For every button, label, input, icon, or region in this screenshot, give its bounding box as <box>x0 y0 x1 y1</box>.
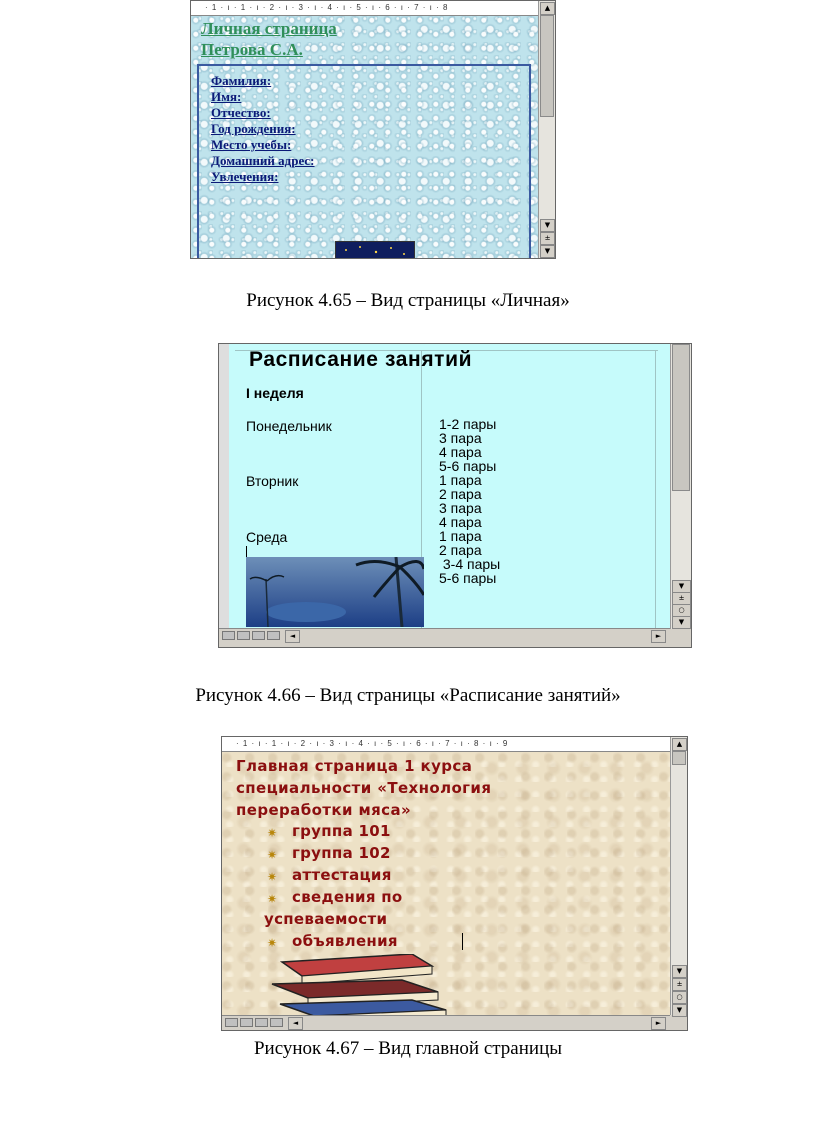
vertical-scrollbar[interactable] <box>670 737 687 1015</box>
scroll-down-button[interactable]: ▼ <box>672 580 691 593</box>
palm-sky-photo <box>246 557 424 627</box>
bullet-star-icon: ✷ <box>267 936 278 950</box>
horizontal-scrollbar[interactable] <box>222 1015 670 1030</box>
screenshot-schedule-page <box>218 343 692 648</box>
lesson-item: 1-2 пары <box>439 416 497 432</box>
status-bar <box>219 643 691 647</box>
scroll-down-button[interactable]: ▼ <box>672 965 687 978</box>
link-attestation[interactable]: аттестация <box>292 866 392 884</box>
heading-line1: Главная страница 1 курса <box>236 757 473 775</box>
lesson-item: 3 пара <box>439 430 482 446</box>
field-name[interactable]: Имя: <box>211 89 242 104</box>
select-browse-object-button[interactable]: ○ <box>672 991 687 1004</box>
field-study-place[interactable]: Место учебы: <box>211 137 292 152</box>
lesson-item: 5-6 пары <box>439 458 497 474</box>
scroll-left-button[interactable]: ◄ <box>288 1017 303 1030</box>
lesson-item: 2 пара <box>439 486 482 502</box>
next-page-button[interactable]: ▼ <box>672 1004 687 1017</box>
lesson-item: 4 пара <box>439 514 482 530</box>
bullet-star-icon: ✷ <box>267 870 278 884</box>
day-wednesday: Среда <box>246 529 288 545</box>
day-tuesday: Вторник <box>246 473 299 489</box>
web-view-button[interactable] <box>237 631 250 640</box>
ruler: · 1 · ı · 1 · ı · 2 · ı · 3 · ı · 4 · ı · 5 · ı · 6 · ı · 7 · ı · 8 <box>191 1 555 16</box>
scroll-thumb[interactable] <box>540 15 554 117</box>
field-birth-year[interactable]: Год рождения: <box>211 121 296 136</box>
heading-line3: переработки мяса» <box>236 801 412 819</box>
bullet-star-icon: ✷ <box>267 892 278 906</box>
scroll-right-button[interactable]: ► <box>651 1017 666 1030</box>
screenshot-personal-page <box>190 0 556 259</box>
field-home-address[interactable]: Домашний адрес: <box>211 153 315 168</box>
scroll-left-button[interactable]: ◄ <box>285 630 300 643</box>
next-page-button[interactable]: ▼ <box>540 245 555 258</box>
prev-page-button[interactable]: ± <box>672 592 691 605</box>
web-view-button[interactable] <box>240 1018 253 1027</box>
bullet-star-icon: ✷ <box>267 826 278 840</box>
scroll-up-button[interactable]: ▲ <box>540 2 555 15</box>
link-group-102[interactable]: группа 102 <box>292 844 391 862</box>
night-sky-clipart <box>335 241 415 259</box>
vertical-scrollbar[interactable] <box>538 1 555 258</box>
normal-view-button[interactable] <box>222 631 235 640</box>
scroll-right-button[interactable]: ► <box>651 630 666 643</box>
print-view-button[interactable] <box>252 631 265 640</box>
print-view-button[interactable] <box>255 1018 268 1027</box>
main-page-document <box>222 752 670 1015</box>
scroll-thumb[interactable] <box>672 344 690 491</box>
normal-view-button[interactable] <box>225 1018 238 1027</box>
lesson-item: 1 пара <box>439 528 482 544</box>
figure-caption-3: Рисунок 4.67 – Вид главной страницы <box>253 1038 563 1059</box>
lesson-item: 1 пара <box>439 472 482 488</box>
ruler: · 1 · ı · 1 · ı · 2 · ı · 3 · ı · 4 · ı · 5 · ı · 6 · ı · 7 · ı · 8 · ı · 9 <box>222 737 687 752</box>
screenshot-main-page <box>221 736 688 1031</box>
scroll-up-button[interactable]: ▲ <box>672 738 687 751</box>
schedule-title: Расписание занятий <box>249 348 473 371</box>
link-announcements[interactable]: объявления <box>292 932 398 950</box>
field-surname[interactable]: Фамилия: <box>211 73 272 88</box>
horizontal-scrollbar[interactable] <box>219 628 670 643</box>
personal-page-document <box>191 16 538 258</box>
page-title-line1: Личная страница <box>201 19 337 38</box>
link-group-101[interactable]: группа 101 <box>292 822 391 840</box>
select-browse-object-button[interactable]: ○ <box>672 604 691 617</box>
week-label: I неделя <box>246 385 304 401</box>
schedule-document <box>229 344 670 629</box>
prev-page-button[interactable]: ± <box>672 978 687 991</box>
figure-caption-1: Рисунок 4.65 – Вид страницы «Личная» <box>246 290 570 311</box>
heading-line2: специальности «Технология <box>236 779 492 797</box>
lesson-item: 5-6 пары <box>439 570 497 586</box>
bullet-star-icon: ✷ <box>267 848 278 862</box>
vertical-scrollbar[interactable] <box>670 344 691 629</box>
link-progress-info-cont[interactable]: успеваемости <box>264 910 388 928</box>
scroll-thumb[interactable] <box>672 751 686 765</box>
next-page-button[interactable]: ▼ <box>672 616 691 629</box>
page-title-line2: Петрова С.А. <box>201 40 303 59</box>
prev-page-button[interactable]: ± <box>540 232 555 245</box>
lesson-item: 4 пара <box>439 444 482 460</box>
lesson-item: 2 пара <box>439 542 482 558</box>
day-monday: Понедельник <box>246 418 332 434</box>
text-cursor <box>462 933 463 950</box>
outline-view-button[interactable] <box>270 1018 283 1027</box>
table-right-border <box>655 350 656 629</box>
figure-caption-2: Рисунок 4.66 – Вид страницы «Расписание занятий» <box>195 685 621 706</box>
outline-view-button[interactable] <box>267 631 280 640</box>
lesson-item: 3 пара <box>439 500 482 516</box>
field-hobbies[interactable]: Увлечения: <box>211 169 279 184</box>
scroll-down-button[interactable]: ▼ <box>540 219 555 232</box>
link-progress-info[interactable]: сведения по <box>292 888 403 906</box>
lesson-item: 3-4 пары <box>439 556 501 572</box>
info-frame <box>197 64 531 259</box>
field-patronymic[interactable]: Отчество: <box>211 105 271 120</box>
